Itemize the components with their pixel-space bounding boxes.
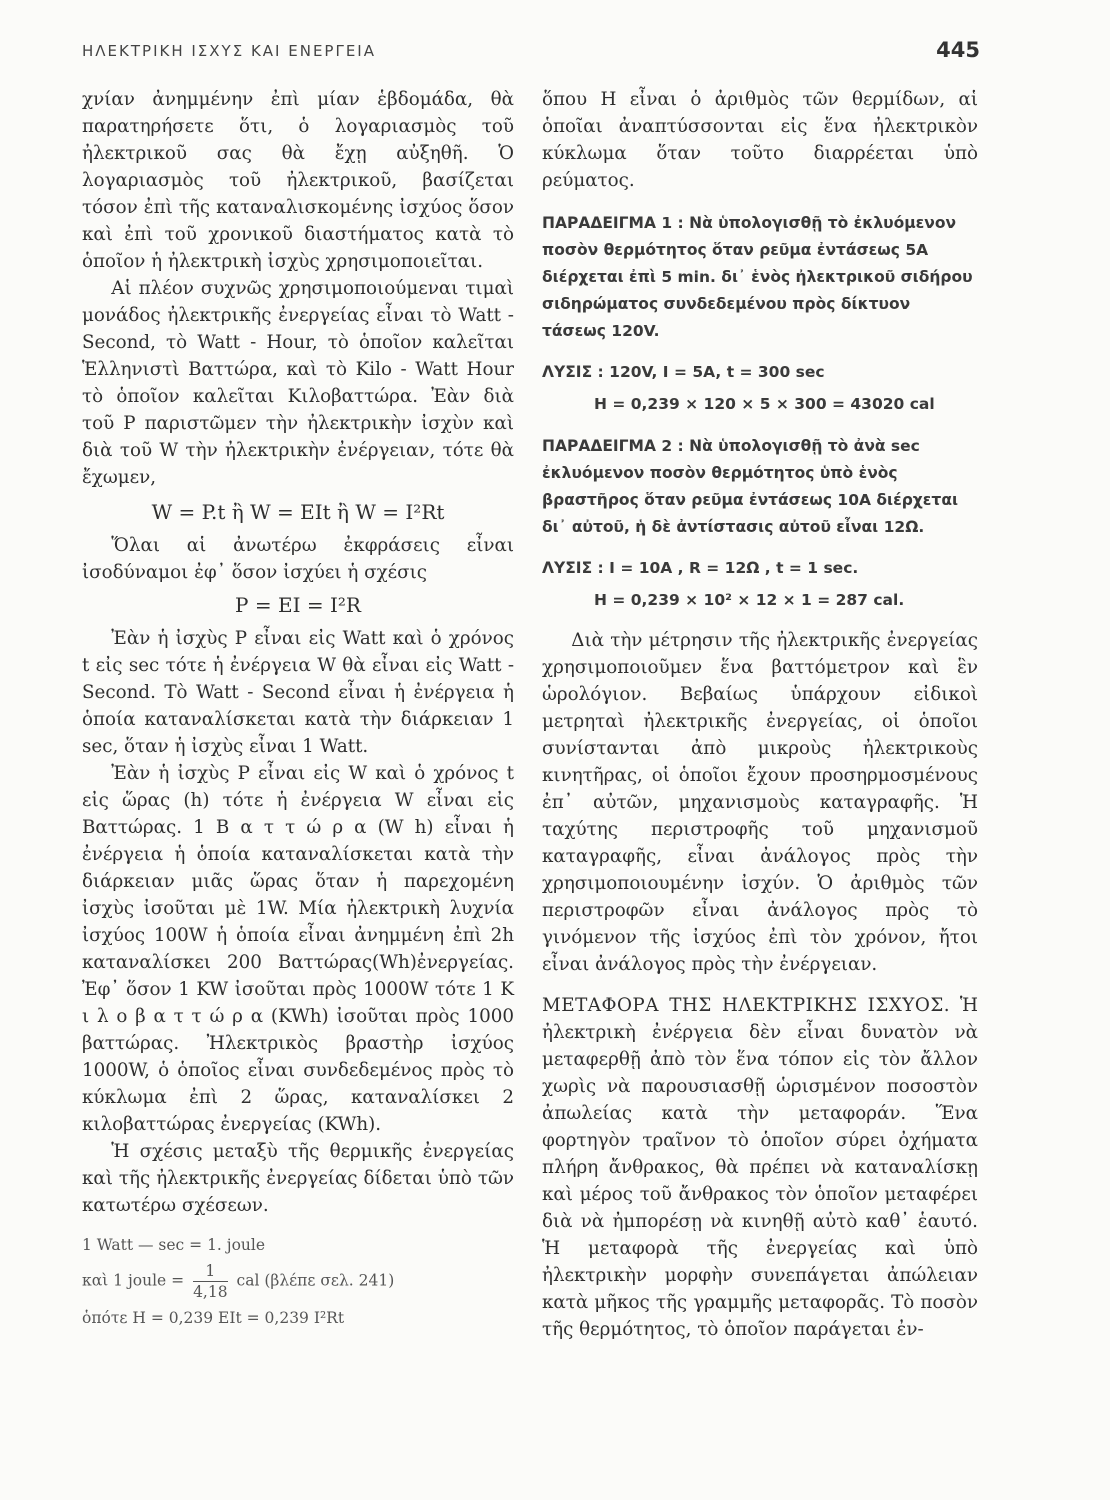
solution-2-given: ΛΥΣΙΣ : I = 10A , R = 12Ω , t = 1 sec.: [542, 559, 859, 577]
running-title: ΗΛΕΚΤΡΙΚΗ ΙΣΧΥΣ ΚΑΙ ΕΝΕΡΓΕΙΑ: [82, 42, 376, 60]
fraction: [193, 1261, 228, 1302]
section-text: Ἡ ἠλεκτρικὴ ἐνέργεια δὲν εἶναι δυνατὸν νὰ μεταφερθῇ ἀπὸ τὸν ἕνα τόπον εἰς τὸν ἄλλον χωρὶς νὰ παρουσιασθῇ ὡρισμένον ποσοστὸν ἀπωλείας κατὰ τὴν μεταφοράν. Ἕνα φορτηγὸν τραῖνον τὸ ὁποῖον σύρει ὀχήματα πλήρη ἄνθρακος, θὰ πρέπει νὰ καταναλίσκῃ καὶ μέρος τοῦ ἄνθρακος τὸν ὁποῖον μεταφέρει διὰ νὰ ἠμπορέσῃ νὰ κινηθῇ αὐτὸ καθ᾽ ἑαυτό. Ἡ μεταφορὰ τῆς ἐνεργείας καὶ ὑπὸ ἠλεκτρικὴν μορφὴν συνεπάγεται ἀπώλειαν κατὰ μῆκος τῆς γραμμῆς μεταφορᾶς. Τὸ ποσὸν τῆς θερμότητος, τὸ ὁποῖον παράγεται ἐν-: [542, 995, 979, 1340]
example-2: ΠΑΡΑΔΕΙΓΜΑ 2 : Νὰ ὑπολογισθῇ τὸ ἀνὰ sec ἐκλυόμενον ποσὸν θερμότητος ὑπὸ ἑνὸς βραστῆρος ὅταν ρεῦμα ἐντάσεως 10A διέρχεται δι᾽ αὐτοῦ, ἡ δὲ ἀντίστασις αὐτοῦ εἶναι 12Ω.: [542, 437, 959, 536]
paragraph: Ἐὰν ἡ ἰσχὺς P εἶναι εἰς W καὶ ὁ χρόνος t εἰς ὥρας (h) τότε ἡ ἐνέργεια W εἶναι εἰς Βαττώρας. 1 Β α τ τ ώ ρ α (W h) εἶναι ἡ ἐνέργεια ἡ ὁποία καταναλίσκεται κατὰ τὴν διάρκειαν μιᾶς ὥρας ὅταν ἡ παρεχομένη ἰσχὺς ἰσοῦται μὲ 1W. Μία ἠλεκτρικὴ λυχνία ἰσχύος 100W ἡ ὁποία εἶναι ἀνημμένη ἐπὶ 2h καταναλίσκει 200 Βαττώρας(Wh)ἐνεργείας. Ἐφ᾽ ὅσον 1 KW ἰσοῦται πρὸς 1000W τότε 1 Κ ι λ ο β α τ τ ώ ρ α (KWh) ἰσοῦται πρὸς 1000 βαττώρας. Ἠλεκτρικὸς βραστὴρ ἰσχύος 1000W, ὁ ὁποῖος εἶναι συνδεδεμένος πρὸς τὸ κύκλωμα ἐπὶ 2 ὥρας, καταναλίσκει 2 κιλοβαττώρας ἐνεργείας (KWh).: [82, 763, 514, 1135]
relation-cal-suffix: cal (βλέπε σελ. 241): [236, 1271, 395, 1290]
relation-cal: [82, 1261, 514, 1302]
page-header: [82, 38, 980, 68]
paragraph: Διὰ τὴν μέτρησιν τῆς ἠλεκτρικῆς ἐνεργείας χρησιμοποιοῦμεν ἕνα βαττόμετρον καὶ ἓν ὡρολόγιον. Βεβαίως ὑπάρχουν εἰδικοὶ μετρηταὶ ἠλεκτρικῆς ἐνεργείας, οἱ ὁποῖοι συνίστανται ἀπὸ μικροὺς ἠλεκτρικοὺς κινητῆρας, οἱ ὁποῖοι ἔχουν προσηρμοσμένους ἐπ᾽ αὐτῶν, μηχανισμοὺς καταγραφῆς. Ἡ ταχύτης περιστροφῆς τοῦ μηχανισμοῦ καταγραφῆς, εἶναι ἀνάλογος πρὸς τὴν χρησιμοποιουμένην ἰσχύν. Ὁ ἀριθμὸς τῶν περιστροφῶν εἶναι ἀνάλογος πρὸς τὸ γινόμενον τῆς ἰσχύος ἐπὶ τὸν χρόνον, ἤτοι εἶναι ἀνάλογος πρὸς τὴν ἐνέργειαν.: [542, 630, 978, 975]
solution-2-result: H = 0,239 × 10² × 12 × 1 = 287 cal.: [594, 591, 905, 609]
paragraph: Ἐὰν ἡ ἰσχὺς P εἶναι εἰς Watt καὶ ὁ χρόνος t εἰς sec τότε ἡ ἐνέργεια W θὰ εἶναι εἰς Watt - Second. Τὸ Watt - Second εἶναι ἡ ἐνέργεια ἡ ὁποία καταναλίσκεται κατὰ τὴν διάρκειαν 1 sec, ὅταν ἡ ἰσχὺς εἶναι 1 Watt.: [82, 628, 514, 757]
solution-1-result: H = 0,239 × 120 × 5 × 300 = 43020 cal: [594, 395, 935, 413]
relation-cal-prefix: καὶ 1 joule =: [82, 1271, 185, 1290]
example-1: ΠΑΡΑΔΕΙΓΜΑ 1 : Νὰ ὑπολογισθῇ τὸ ἐκλυόμενον ποσὸν θερμότητος ὅταν ρεῦμα ἐντάσεως 5A διέρχεται ἐπὶ 5 min. δι᾽ ἑνὸς ἠλεκτρικοῦ σιδήρου σιδηρώματος συνδεδεμένου πρὸς δίκτυον τάσεως 120V.: [542, 214, 973, 340]
fraction-denominator: 4,18: [193, 1283, 228, 1301]
left-column: [82, 86, 514, 1330]
section-title: ΜΕΤΑΦΟΡΑ ΤΗΣ ΗΛΕΚΤΡΙΚΗΣ ΙΣΧΥΟΣ.: [542, 995, 951, 1016]
right-column: [542, 86, 978, 1343]
section-paragraph: [542, 992, 978, 1343]
fraction-numerator: 1: [193, 1261, 228, 1282]
paragraph: ὅπου H εἶναι ὁ ἀριθμὸς τῶν θερμίδων, αἱ ὁποῖαι ἀναπτύσσονται εἰς ἕνα ἠλεκτρικὸν κύκλωμα ὅταν τοῦτο διαρρέεται ὑπὸ ρεύματος.: [542, 89, 978, 191]
page-number: 445: [936, 38, 980, 62]
solution-1-given: ΛΥΣΙΣ : 120V, I = 5A, t = 300 sec: [542, 363, 825, 381]
equation-energy: W = P.t ἢ W = EIt ἢ W = I²Rt: [151, 500, 445, 524]
relation-heat: ὁπότε H = 0,239 EIt = 0,239 I²Rt: [82, 1309, 345, 1327]
paragraph: Ἡ σχέσις μεταξὺ τῆς θερμικῆς ἐνεργείας καὶ τῆς ἠλεκτρικῆς ἐνεργείας δίδεται ὑπὸ τῶν κατωτέρω σχέσεων.: [82, 1141, 514, 1216]
equation-power: P = EI = I²R: [235, 593, 361, 617]
paragraph: Αἱ πλέον συχνῶς χρησιμοποιούμεναι τιμαὶ μονάδος ἠλεκτρικῆς ἐνεργείας εἶναι τὸ Watt - Second, τὸ Watt - Hour, τὸ ὁποῖον καλεῖται Ἑλληνιστὶ Βαττώρα, καὶ τὸ Kilo - Watt Hour τὸ ὁποῖον καλεῖται Κιλοβαττώρα. Ἐὰν διὰ τοῦ P παριστῶμεν τὴν ἠλεκτρικὴν ἰσχὺν καὶ διὰ τοῦ W τὴν ἠλεκτρικὴν ἐνέργειαν, τότε θὰ ἔχωμεν,: [82, 278, 514, 488]
paragraph: χνίαν ἀνημμένην ἐπὶ μίαν ἑβδομάδα, θὰ παρατηρήσετε ὅτι, ὁ λογαριασμὸς τοῦ ἠλεκτρικοῦ σας θὰ ἔχῃ αὐξηθῆ. Ὁ λογαριασμὸς τοῦ ἠλεκτρικοῦ, βασίζεται τόσον ἐπὶ τῆς καταναλισκομένης ἰσχύος ὅσον καὶ ἐπὶ τοῦ χρονικοῦ διαστήματος κατὰ τὸ ὁποῖον ἡ ἠλεκτρικὴ ἰσχὺς χρησιμοποιεῖται.: [82, 89, 514, 272]
relation-joule: 1 Watt — sec = 1. joule: [82, 1236, 266, 1254]
paragraph: Ὅλαι αἱ ἀνωτέρω ἐκφράσεις εἶναι ἰσοδύναμοι ἐφ᾽ ὅσον ἰσχύει ἡ σχέσις: [82, 535, 514, 583]
